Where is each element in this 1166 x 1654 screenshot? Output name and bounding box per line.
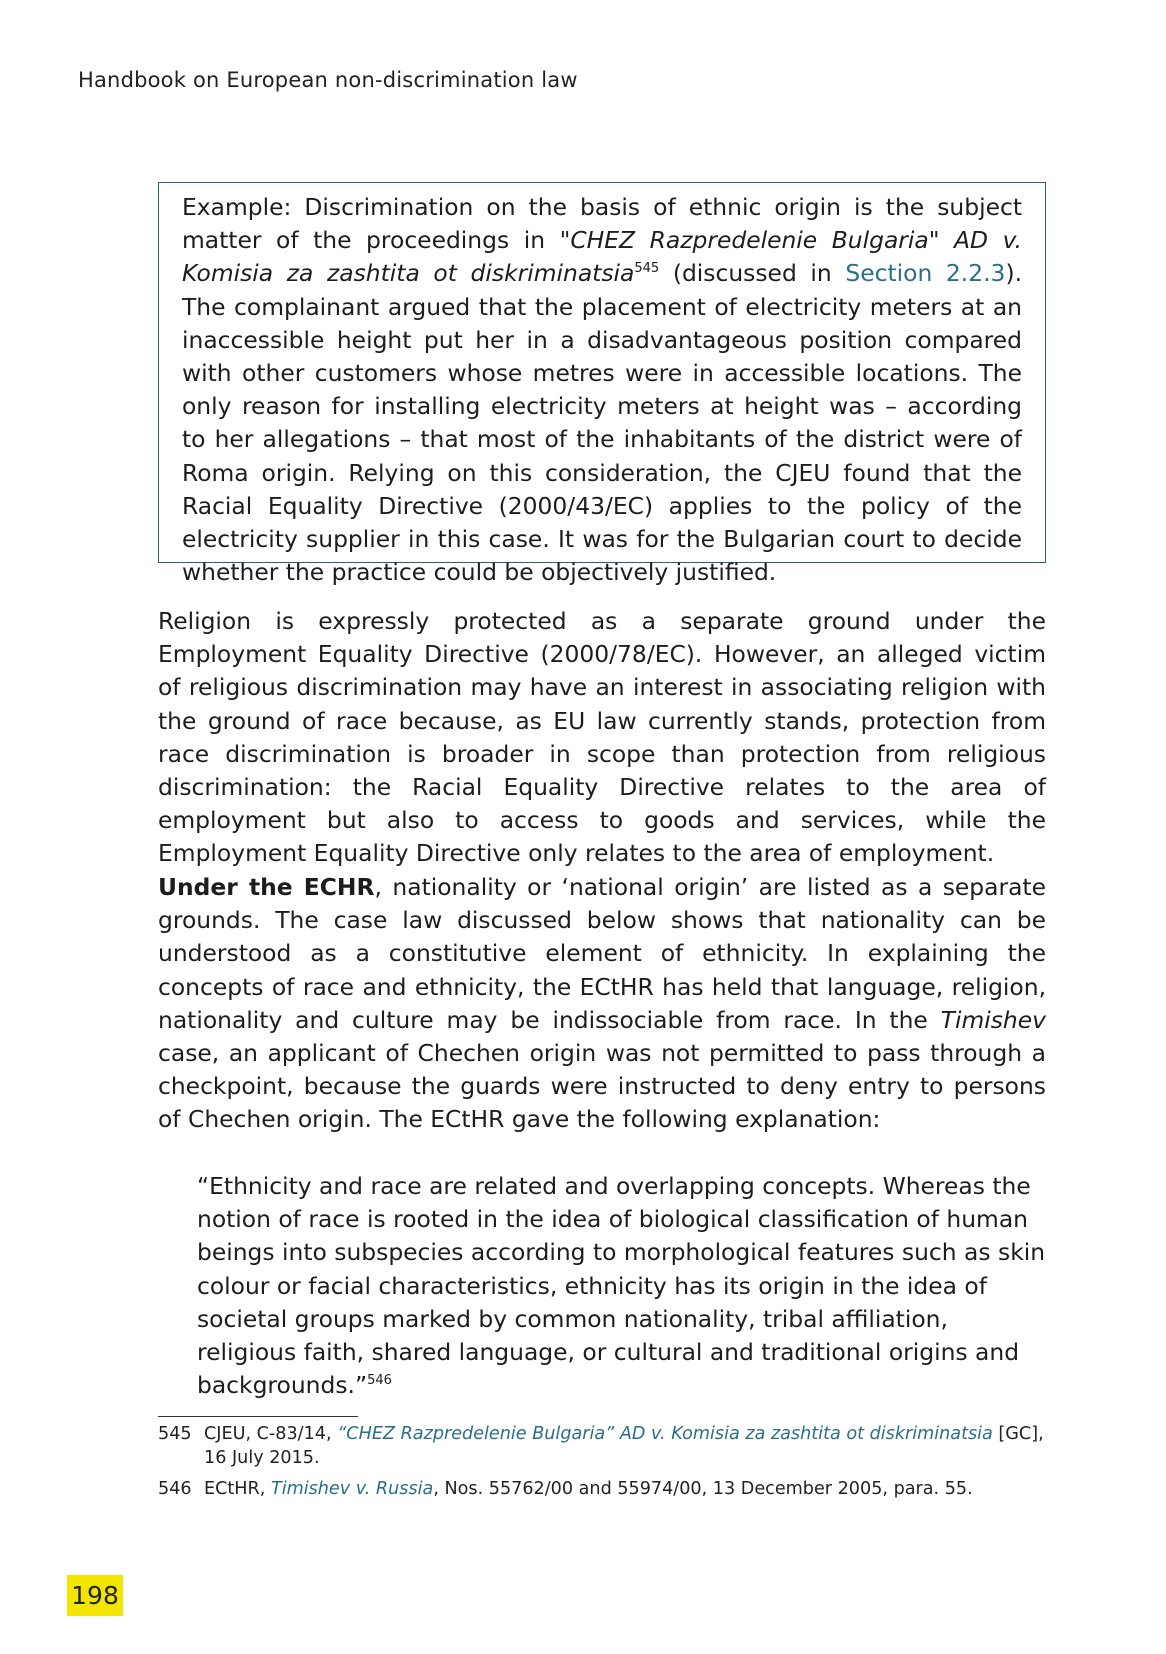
page-number: 198 — [67, 1575, 123, 1616]
footnote-separator — [158, 1416, 358, 1417]
footnote-suffix: , Nos. 55762/00 and 55974/00, 13 December 2005, para. 55. — [433, 1479, 973, 1499]
example-box — [158, 182, 1046, 587]
example-label: Example: — [182, 193, 305, 221]
bold-lead: Under the ECHR — [158, 873, 375, 901]
footnote-545 — [158, 1422, 1046, 1470]
footnote-ref-545[interactable]: 545 — [634, 261, 660, 277]
footnote-prefix: CJEU, C-83/14, — [204, 1424, 338, 1444]
example-text-part: ). The complainant argued that the placement of electricity meters at an inaccessible height put her in a disadvantageous position compared with other customers whose metres were in accessible locations. The only reason for installing electricity meters at height was – according to her allegations – that most of the inhabitants of the district were of Roma origin. Relying on this consideration, the CJEU found that the Racial Equality Directive (2000/43/EC) applies to the policy of the electricity supplier in this case. It was for the Bulgarian court to decide whether the practice could be objectively justified. — [182, 259, 1023, 587]
footnote-suffix: [GC], 16 July 2015. — [204, 1424, 1044, 1468]
footnote-link[interactable]: “CHEZ Razpredelenie Bulgaria” AD v. Komisia za zashtita ot diskriminatsia — [337, 1424, 993, 1444]
block-quote — [197, 1170, 1046, 1402]
footnote-number: 546 — [158, 1479, 192, 1499]
footnote-number: 545 — [158, 1424, 192, 1444]
case-name: "CHEZ Razpredelenie Bulgaria" AD v. Komisia za zashtita ot diskriminatsia — [182, 226, 1022, 288]
section-link[interactable]: Section 2.2.3 — [845, 259, 1006, 288]
running-header: Handbook on European non-discrimination law — [78, 68, 578, 92]
example-text-part: (discussed in — [659, 259, 846, 288]
body-paragraph-echr — [158, 871, 1046, 1137]
footnote-text — [204, 1422, 1046, 1470]
example-text — [182, 191, 1022, 589]
quote-text: “Ethnicity and race are related and overlapping concepts. Whereas the notion of race is rooted in the idea of biological classification of human beings into subspecies according to morphological features such as skin colour or facial characteristics, ethnicity has its origin in the idea of societal groups marked by common nationality, tribal affiliation, religious faith, shared language, or cultural and traditional origins and backgrounds.” — [197, 1172, 1046, 1400]
footnote-link[interactable]: Timishev v. Russia — [270, 1479, 434, 1499]
footnote-ref-546[interactable]: 546 — [367, 1373, 392, 1389]
paragraph-text-part: case, an applicant of Chechen origin was not permitted to pass through a checkpoint, because the guards were instructed to deny entry to persons of Chechen origin. The ECtHR gave the following explanation: — [158, 1039, 1046, 1134]
paragraph-text-part: , nationality or ‘national origin’ are listed as a separate grounds. The case law discussed below shows that nationality can be understood as a constitutive element of ethnicity. In explaining the concepts of race and ethnicity, the ECtHR has held that language, religion, nationality and culture may be indissociable from race. In the — [158, 873, 1046, 1034]
case-name-italic: Timishev — [940, 1005, 1046, 1034]
example-text-part: Discrimination on the basis of ethnic origin is the subject matter of the proceedings in — [182, 193, 1022, 255]
footnote-prefix: ECtHR, — [204, 1479, 271, 1499]
footnote-text — [204, 1477, 1046, 1501]
body-paragraph-religion: Religion is expressly protected as a separate ground under the Employment Equality Directive (2000/78/EC). However, an alleged victim of religious discrimination may have an interest in associating religion with the ground of race because, as EU law currently stands, protection from race discrimination is broader in scope than protection from religious discrimination: the Racial Equality Directive relates to the area of employment but also to access to goods and services, while the Employment Equality Directive only relates to the area of employment. — [158, 607, 1046, 868]
footnote-546 — [158, 1477, 1046, 1501]
